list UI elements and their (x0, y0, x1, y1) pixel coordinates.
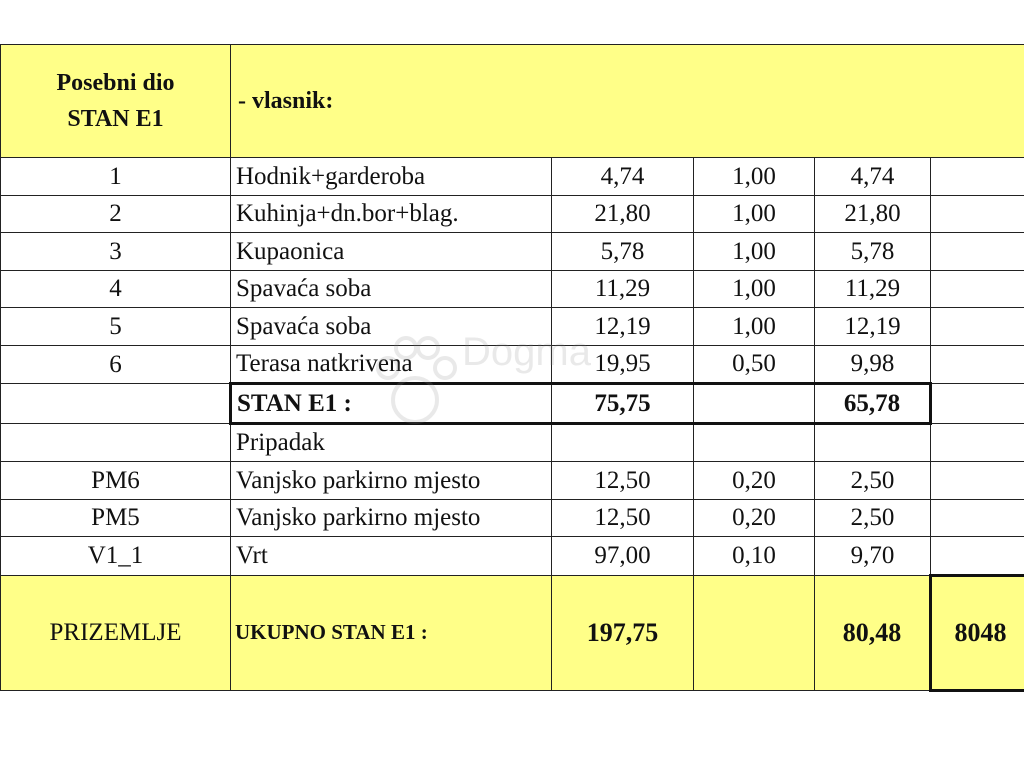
area-table-container (0, 44, 1024, 692)
appurtenance-area (552, 423, 694, 462)
table-row (1, 233, 1024, 271)
table-row (1, 195, 1024, 233)
room-extra (931, 158, 1024, 196)
watermark-text: Dogma (462, 330, 591, 374)
space-coefficient: 0,20 (694, 462, 815, 500)
table-row (1, 158, 1024, 196)
space-name: Vanjsko parkirno mjesto (231, 499, 552, 537)
room-coefficient: 0,50 (694, 345, 815, 384)
room-number: 4 (1, 270, 231, 308)
room-area: 5,78 (552, 233, 694, 271)
room-area: 12,19 (552, 308, 694, 346)
room-name: Spavaća soba (231, 308, 552, 346)
space-area: 12,50 (552, 499, 694, 537)
room-coefficient: 1,00 (694, 195, 815, 233)
room-useful-area: 9,98 (815, 345, 931, 384)
total-useful-area: 80,48 (815, 575, 931, 690)
table-row (1, 499, 1024, 537)
space-code: V1_1 (1, 537, 231, 576)
room-number: 1 (1, 158, 231, 196)
room-number: 3 (1, 233, 231, 271)
room-coefficient: 1,00 (694, 233, 815, 271)
subtotal-row (1, 384, 1024, 424)
total-label: UKUPNO STAN E1 : (231, 575, 552, 690)
space-area: 97,00 (552, 537, 694, 576)
room-name: Spavaća soba (231, 270, 552, 308)
part-header-line1: Posebni dio (56, 70, 175, 96)
room-extra (931, 195, 1024, 233)
subtotal-area: 75,75 (552, 384, 694, 424)
space-coefficient: 0,10 (694, 537, 815, 576)
room-useful-area: 5,78 (815, 233, 931, 271)
room-name: Terasa natkrivena (231, 345, 552, 384)
room-coefficient: 1,00 (694, 158, 815, 196)
room-extra (931, 345, 1024, 384)
room-useful-area: 4,74 (815, 158, 931, 196)
room-area: 21,80 (552, 195, 694, 233)
area-calculation-table (0, 44, 1024, 692)
owner-header: - vlasnik: (231, 45, 1024, 158)
space-extra (931, 462, 1024, 500)
room-extra (931, 308, 1024, 346)
total-row (1, 575, 1024, 690)
space-coefficient: 0,20 (694, 499, 815, 537)
room-name: Hodnik+garderoba (231, 158, 552, 196)
table-row (1, 308, 1024, 346)
subtotal-extra (931, 384, 1024, 424)
table-row (1, 537, 1024, 576)
total-share: 8048 (931, 575, 1024, 690)
space-extra (931, 537, 1024, 576)
room-number: 5 (1, 308, 231, 346)
appurtenance-row (1, 423, 1024, 462)
room-useful-area: 12,19 (815, 308, 931, 346)
part-header (1, 45, 231, 158)
floor-label: PRIZEMLJE (1, 575, 231, 690)
total-area: 197,75 (552, 575, 694, 690)
room-coefficient: 1,00 (694, 270, 815, 308)
subtotal-label: STAN E1 : (231, 384, 552, 424)
room-number: 6 (1, 345, 231, 384)
space-extra (931, 499, 1024, 537)
subtotal-coefficient (694, 384, 815, 424)
appurtenance-label: Pripadak (231, 423, 552, 462)
space-code: PM5 (1, 499, 231, 537)
room-number: 2 (1, 195, 231, 233)
room-area: 19,95 (552, 345, 694, 384)
space-area: 12,50 (552, 462, 694, 500)
room-extra (931, 270, 1024, 308)
part-header-line2: STAN E1 (67, 106, 164, 132)
appurtenance-useful-area (815, 423, 931, 462)
room-useful-area: 21,80 (815, 195, 931, 233)
appurtenance-extra (931, 423, 1024, 462)
appurtenance-empty-cell (1, 423, 231, 462)
total-coefficient (694, 575, 815, 690)
room-name: Kupaonica (231, 233, 552, 271)
room-area: 4,74 (552, 158, 694, 196)
appurtenance-coefficient (694, 423, 815, 462)
space-useful-area: 2,50 (815, 499, 931, 537)
table-row (1, 345, 1024, 384)
subtotal-useful-area: 65,78 (815, 384, 931, 424)
room-useful-area: 11,29 (815, 270, 931, 308)
space-code: PM6 (1, 462, 231, 500)
room-coefficient: 1,00 (694, 308, 815, 346)
table-row (1, 270, 1024, 308)
space-useful-area: 9,70 (815, 537, 931, 576)
room-extra (931, 233, 1024, 271)
table-row (1, 462, 1024, 500)
space-name: Vrt (231, 537, 552, 576)
space-useful-area: 2,50 (815, 462, 931, 500)
room-name: Kuhinja+dn.bor+blag. (231, 195, 552, 233)
room-area: 11,29 (552, 270, 694, 308)
subtotal-empty-cell (1, 384, 231, 424)
space-name: Vanjsko parkirno mjesto (231, 462, 552, 500)
